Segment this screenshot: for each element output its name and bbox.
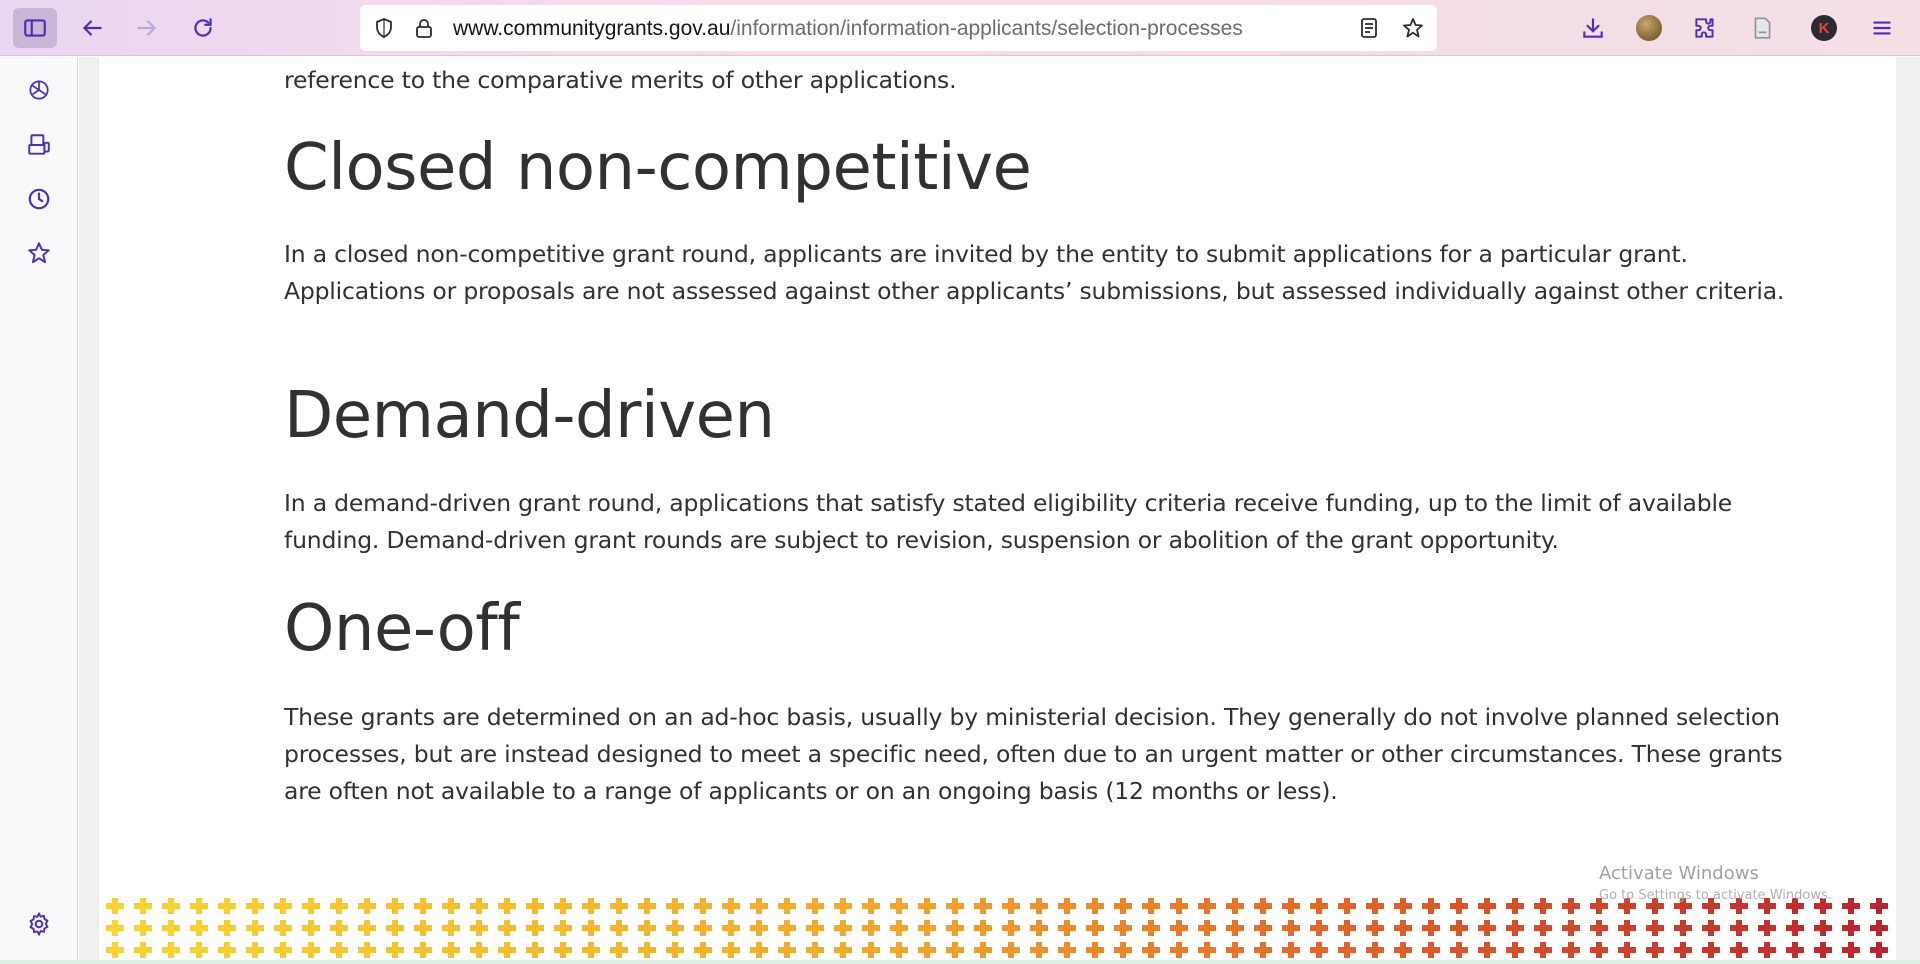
shield-icon[interactable] [372,16,396,40]
url-host: www.communitygrants.gov.au [453,17,731,40]
address-bar[interactable] [360,5,1437,51]
avatar: K [1811,15,1837,41]
page-gutter-right [1896,57,1920,964]
reload-icon [190,15,216,41]
lock-icon[interactable] [412,16,436,40]
forward-button[interactable] [125,8,169,48]
url-text[interactable] [453,17,1243,41]
arrow-right-icon [134,15,160,41]
intro-paragraph-tail: reference to the comparative merits of other applications. [284,66,957,94]
sidebar-toggle-button[interactable] [13,8,57,48]
url-path: /information/information-applicants/selection-processes [730,17,1243,40]
browser-toolbar [0,0,1920,56]
decorative-cross-pattern [102,895,1894,961]
extension-globe-button[interactable] [1627,8,1671,48]
section-heading: Demand-driven [284,379,775,453]
hamburger-icon [1869,15,1895,41]
bookmarks-icon[interactable] [24,238,54,268]
downloads-button[interactable] [1571,8,1615,48]
synced-tabs-icon[interactable] [24,130,54,160]
section-body: In a closed non-competitive grant round, applicants are invited by the entity to submit applications for a particular grant. Applications or proposals are not assessed against other applicants’ submissions, but assessed individually against other criteria. [284,240,1785,305]
bottom-edge [0,960,1920,964]
section-heading: Closed non-competitive [284,131,1032,205]
sidebar-icon [22,15,48,41]
page-gutter-left [79,57,99,964]
reload-button[interactable] [181,8,225,48]
page-content [99,57,1896,964]
browser-sidebar [0,57,78,964]
activate-windows-title: Activate Windows [1599,863,1759,884]
settings-gear-icon[interactable] [24,909,54,939]
extensions-button[interactable] [1683,8,1727,48]
ai-chatbot-icon[interactable] [24,75,54,105]
reader-view-icon[interactable] [1357,16,1381,40]
document-icon [1749,15,1775,41]
section-heading: One-off [284,592,520,666]
profile-button[interactable] [1802,8,1846,48]
history-icon[interactable] [24,184,54,214]
section-body: These grants are determined on an ad-hoc basis, usually by ministerial decision. They generally do not involve planned selection processes, but are instead designed to meet a specific need, often due to an urgent matter or other circumstances. These grants are often not available to a range of applicants or on an ongoing basis (12 months or less). [284,703,1783,805]
star-icon[interactable] [1401,16,1425,40]
back-button[interactable] [70,8,114,48]
menu-button[interactable] [1860,8,1904,48]
page-button[interactable] [1740,8,1784,48]
puzzle-icon [1692,15,1718,41]
globe-icon [1636,15,1662,41]
arrow-left-icon [79,15,105,41]
activate-windows-subtitle: Go to Settings to activate Windows. [1599,888,1832,903]
section-body: In a demand-driven grant round, applications that satisfy stated eligibility criteria receive funding, up to the limit of available funding. Demand-driven grant rounds are subject to revision, suspension or abolition of the grant opportunity. [284,489,1733,554]
download-icon [1580,15,1606,41]
